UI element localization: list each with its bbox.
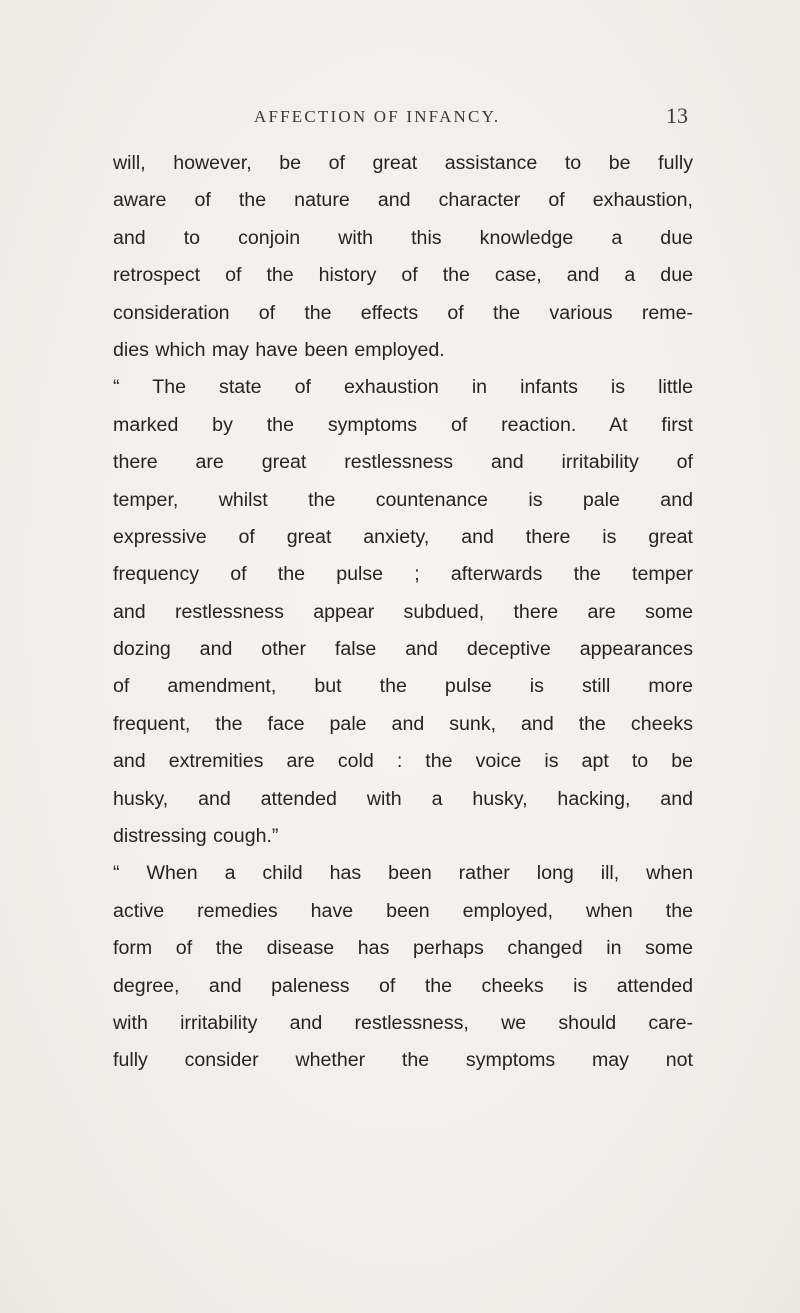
text-line: retrospect of the history of the case, and a due — [113, 264, 693, 287]
text-line: and to conjoin with this knowledge a due — [113, 226, 693, 249]
text-line: marked by the symptoms of reaction. At first — [113, 413, 693, 436]
text-line: dies which may have been employed. — [113, 338, 445, 361]
text-line: there are great restlessness and irritability of — [113, 451, 693, 474]
text-line: consideration of the effects of the various reme- — [113, 301, 693, 324]
text-line: frequency of the pulse ; afterwards the temper — [113, 563, 693, 586]
page-number: 13 — [666, 103, 688, 128]
running-title: AFFECTION OF INFANCY. — [254, 107, 501, 126]
text-line: will, however, be of great assistance to be fully — [113, 152, 693, 174]
text-line: “ When a child has been rather long ill, when — [113, 862, 693, 885]
running-head — [0, 103, 800, 133]
text-line: expressive of great anxiety, and there is great — [113, 525, 693, 548]
text-line: husky, and attended with a husky, hacking, and — [113, 787, 693, 810]
text-line: and restlessness appear subdued, there are some — [113, 600, 693, 623]
text-line: and extremities are cold : the voice is apt to be — [113, 750, 693, 773]
text-line: of amendment, but the pulse is still more — [113, 675, 693, 698]
text-line: with irritability and restlessness, we should care- — [113, 1011, 693, 1034]
text-line: frequent, the face pale and sunk, and the cheeks — [113, 712, 693, 735]
text-line: dozing and other false and deceptive appearances — [113, 638, 693, 661]
text-line: form of the disease has perhaps changed in some — [113, 937, 693, 960]
text-line: aware of the nature and character of exhaustion, — [113, 189, 693, 212]
text-line: temper, whilst the countenance is pale and — [113, 488, 693, 511]
text-line: “ The state of exhaustion in infants is little — [113, 376, 693, 399]
text-line: degree, and paleness of the cheeks is attended — [113, 974, 693, 997]
body-text — [113, 145, 693, 1080]
text-line: fully consider whether the symptoms may not — [113, 1049, 693, 1072]
text-line: distressing cough.” — [113, 825, 279, 848]
text-line: active remedies have been employed, when the — [113, 899, 693, 922]
